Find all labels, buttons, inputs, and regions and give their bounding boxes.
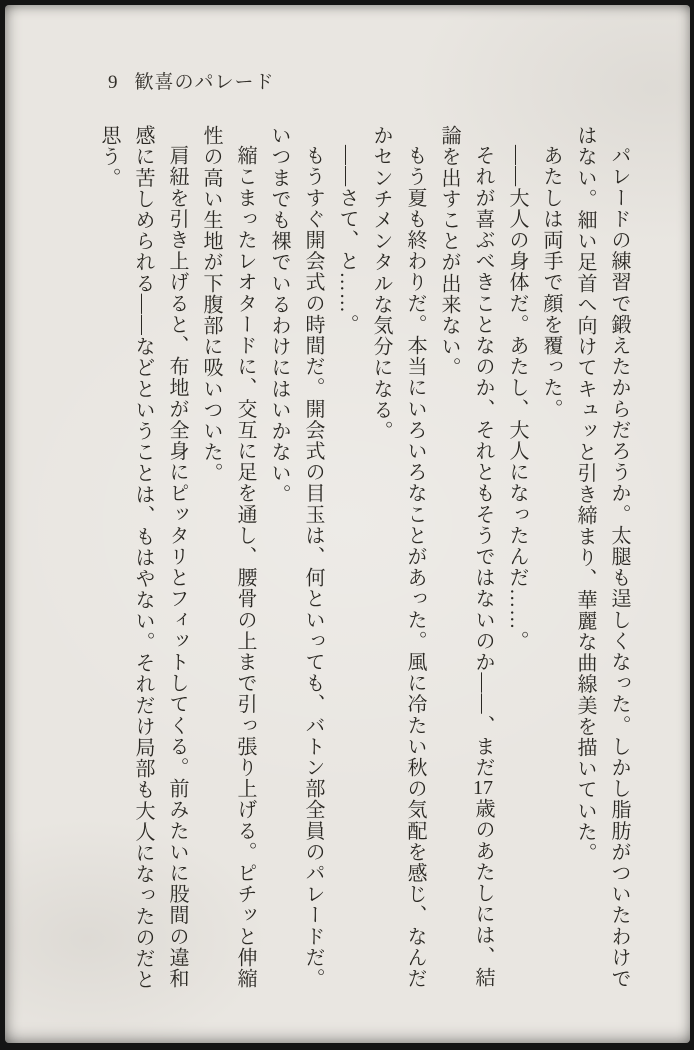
- paragraph: もう夏も終わりだ。本当にいろいろなことがあった。風に冷たい秋の気配を感じ、なんだかセンチメンタルな気分になる。: [370, 125, 426, 989]
- paragraph: もうすぐ開会式の時間だ。開会式の目玉は、何といっても、バトン部全員のパレードだ。いつまでも裸でいるわけにはいかない。: [268, 125, 324, 989]
- paragraph: ――大人の身体だ。あたし、大人になったんだ……。: [506, 145, 528, 652]
- chapter-title: 歓喜のパレード: [134, 72, 275, 93]
- tatechuyoko-number: 17: [473, 778, 493, 798]
- paragraph: ――さて、と……。: [336, 145, 358, 335]
- paragraph: [432, 125, 500, 1005]
- paragraph: 肩紐を引き上げると、布地が全身にピッタリとフィットしてくる。前みたいに股間の違和感に苦しめられる――などということは、もはやない。それだけ局部も大人になったのだと思う。: [98, 125, 188, 991]
- page-number: 9: [108, 72, 119, 93]
- paragraph: あたしは両手で顔を覆った。: [540, 145, 562, 420]
- paragraph-text: それが喜ぶべきことなのか、それともそうではないのか――、まだ: [472, 145, 494, 778]
- paper-surface: [5, 5, 690, 1043]
- paragraph: パレードの練習で鍛えたからだろうか。太腿も逞しくなった。しかし脂肪がついたわけではない。細い足首へ向けてキュッと引き締まり、華麗な曲線美を描いていた。: [574, 125, 630, 989]
- paragraph: 縮こまったレオタードに、交互に足を通し、腰骨の上まで引っ張り上げる。ピチッと伸縮性の高い生地が下腹部に吸いついた。: [200, 125, 256, 989]
- paragraph-text: 歳のあたしには、結論を出すことが出来ない。: [438, 125, 494, 988]
- page-header: [108, 67, 275, 94]
- vertical-text-block: [76, 125, 636, 1005]
